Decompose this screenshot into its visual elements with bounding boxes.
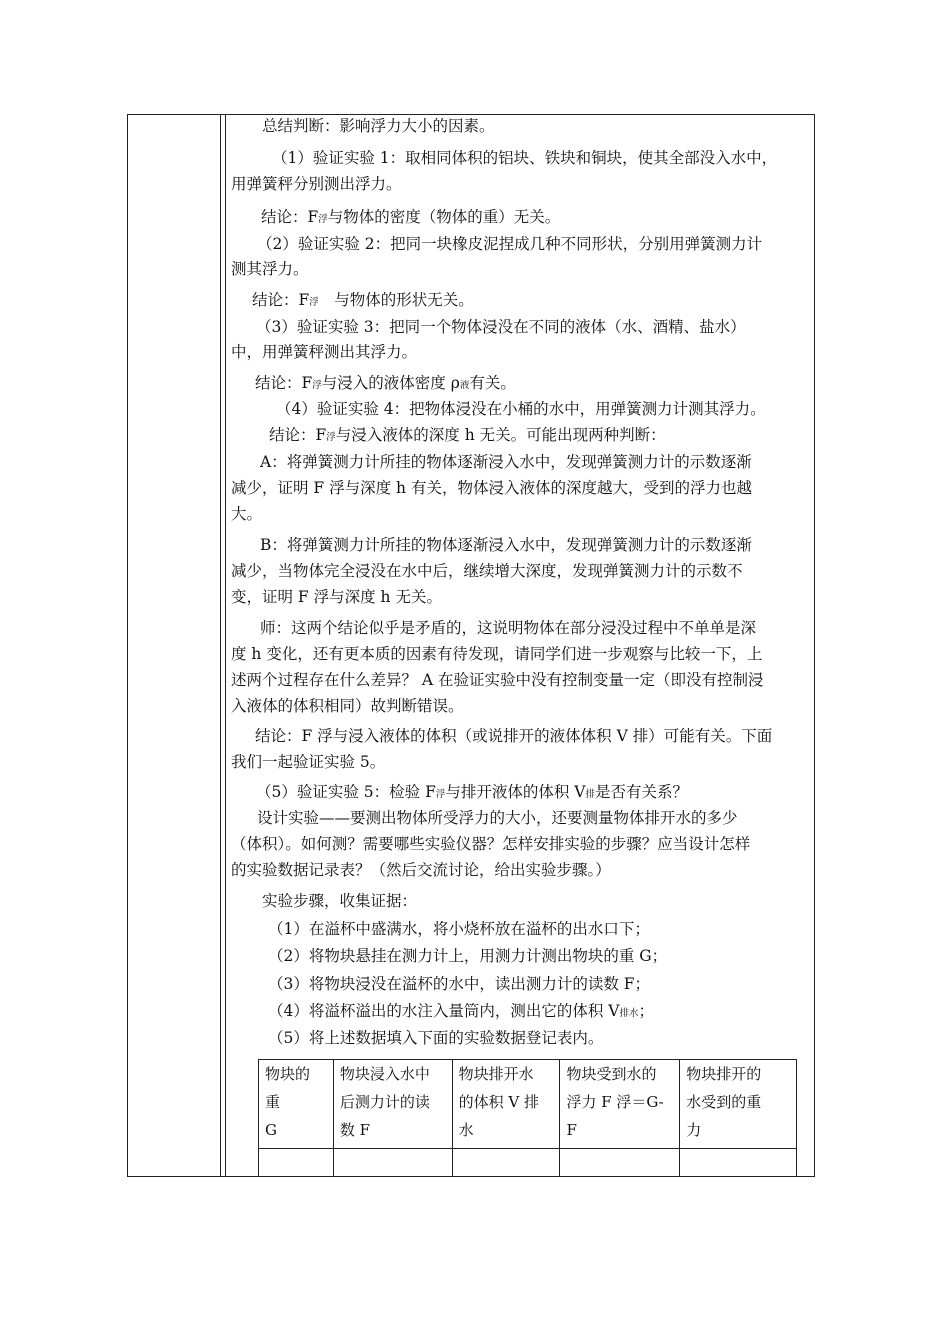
table-header-cell	[452, 1060, 560, 1149]
paragraph-line: 减少，当物体完全浸没在水中后，继续增大深度，发现弹簧测力计的示数不	[231, 562, 743, 580]
table-header-cell	[560, 1060, 680, 1149]
table-header-cell	[680, 1060, 797, 1149]
paragraph-line: 用弹簧秤分别测出浮力。	[231, 175, 402, 193]
paragraph-line: （体积）。如何测？需要哪些实验仪器？怎样安排实验的步骤？应当设计怎样	[231, 835, 751, 853]
paragraph-line: B：将弹簧测力计所挂的物体逐渐浸入水中，发现弹簧测力计的示数逐渐	[260, 536, 752, 554]
table-cell	[259, 1149, 334, 1177]
paragraph-line: （1）验证实验 1：取相同体积的铝块、铁块和铜块，使其全部没入水中，	[272, 149, 778, 167]
table-header-cell	[259, 1060, 334, 1149]
column-divider	[225, 115, 226, 1176]
paragraph-line: 述两个过程存在什么差异？ A 在验证实验中没有控制变量一定（即没有控制浸	[231, 671, 764, 689]
paragraph-line: （5）将上述数据填入下面的实验数据登记表内。	[268, 1029, 604, 1047]
table-cell	[560, 1149, 680, 1177]
paragraph-line: 大。	[231, 505, 263, 523]
paragraph-line: 的实验数据记录表？（然后交流讨论，给出实验步骤。）	[231, 861, 611, 879]
header-text: 浮力 F 浮＝G-	[566, 1093, 664, 1111]
paragraph-line: 中，用弹簧秤测出其浮力。	[231, 343, 418, 361]
header-text: 力	[686, 1121, 702, 1139]
paragraph-line: 结论：F 浮与浸入液体的体积（或说排开的液体体积 V 排）可能有关。下面	[255, 727, 773, 745]
experiment-data-table	[258, 1059, 797, 1177]
header-text: F	[566, 1121, 577, 1139]
paragraph-line: 结论：F浮与物体的密度（物体的重）无关。	[261, 208, 561, 226]
paragraph-line: 设计实验——要测出物体所受浮力的大小，还要测量物体排开水的多少	[257, 809, 738, 827]
paragraph-line: （3）验证实验 3：把同一个物体浸没在不同的液体（水、酒精、盐水）	[256, 318, 746, 336]
table-row	[259, 1149, 797, 1177]
paragraph-line: 师：这两个结论似乎是矛盾的，这说明物体在部分浸没过程中不单单是深	[260, 619, 757, 637]
header-text: 物块的	[265, 1065, 311, 1083]
header-text: 的体积 V 排	[458, 1093, 540, 1111]
header-text: 物块排开的	[686, 1065, 762, 1083]
paragraph-line: 度 h 变化，还有更本质的因素有待发现，请同学们进一步观察与比较一下，上	[231, 645, 763, 663]
header-text: 物块受到水的	[566, 1065, 657, 1083]
paragraph-line: （2）将物块悬挂在测力计上，用测力计测出物块的重 G；	[268, 947, 668, 965]
paragraph-line: 入液体的体积相同）故判断错误。	[231, 697, 464, 715]
paragraph-line: 我们一起验证实验 5。	[231, 753, 386, 771]
paragraph-line: 实验步骤，收集证据：	[262, 892, 418, 910]
table-cell	[680, 1149, 797, 1177]
header-text: G	[265, 1121, 277, 1139]
paragraph-line: 测其浮力。	[231, 260, 309, 278]
header-text: 物块排开水	[458, 1065, 534, 1083]
header-text: 重	[265, 1093, 281, 1111]
column-divider	[220, 115, 221, 1176]
header-text: 后测力计的读	[339, 1093, 430, 1111]
header-text: 水受到的重	[686, 1093, 762, 1111]
table-header-row	[259, 1060, 797, 1149]
header-text: 数 F	[339, 1121, 371, 1139]
table-cell	[333, 1149, 452, 1177]
paragraph-line: 变，证明 F 浮与深度 h 无关。	[231, 588, 442, 606]
table-cell	[452, 1149, 560, 1177]
paragraph-line: 减少，证明 F 浮与深度 h 有关，物体浸入液体的深度越大，受到的浮力也越	[231, 479, 752, 497]
paragraph-line: （1）在溢杯中盛满水，将小烧杯放在溢杯的出水口下；	[268, 920, 650, 938]
paragraph-line: （3）将物块浸没在溢杯的水中，读出测力计的读数 F；	[268, 975, 651, 993]
table-header-cell	[333, 1060, 452, 1149]
paragraph-line: 总结判断：影响浮力大小的因素。	[262, 117, 495, 135]
header-text: 物块浸入水中	[339, 1065, 430, 1083]
paragraph-line: （4）将溢杯溢出的水注入量筒内，测出它的体积 V排水；	[268, 1002, 655, 1020]
header-text: 水	[458, 1121, 474, 1139]
paragraph-line: A：将弹簧测力计所挂的物体逐渐浸入水中，发现弹簧测力计的示数逐渐	[260, 453, 752, 471]
paragraph-line: （5）验证实验 5：检验 F浮与排开液体的体积 V排是否有关系？	[256, 783, 689, 801]
paragraph-line: 结论：F浮 与物体的形状无关。	[252, 291, 474, 309]
paragraph-line: 结论：F浮与浸入的液体密度 ρ液有关。	[255, 374, 516, 392]
paragraph-line: 结论：F浮与浸入液体的深度 h 无关。可能出现两种判断：	[269, 426, 666, 444]
paragraph-line: （4）验证实验 4：把物体浸没在小桶的水中，用弹簧测力计测其浮力。	[276, 400, 766, 418]
paragraph-line: （2）验证实验 2：把同一块橡皮泥捏成几种不同形状，分别用弹簧测力计	[257, 235, 763, 253]
